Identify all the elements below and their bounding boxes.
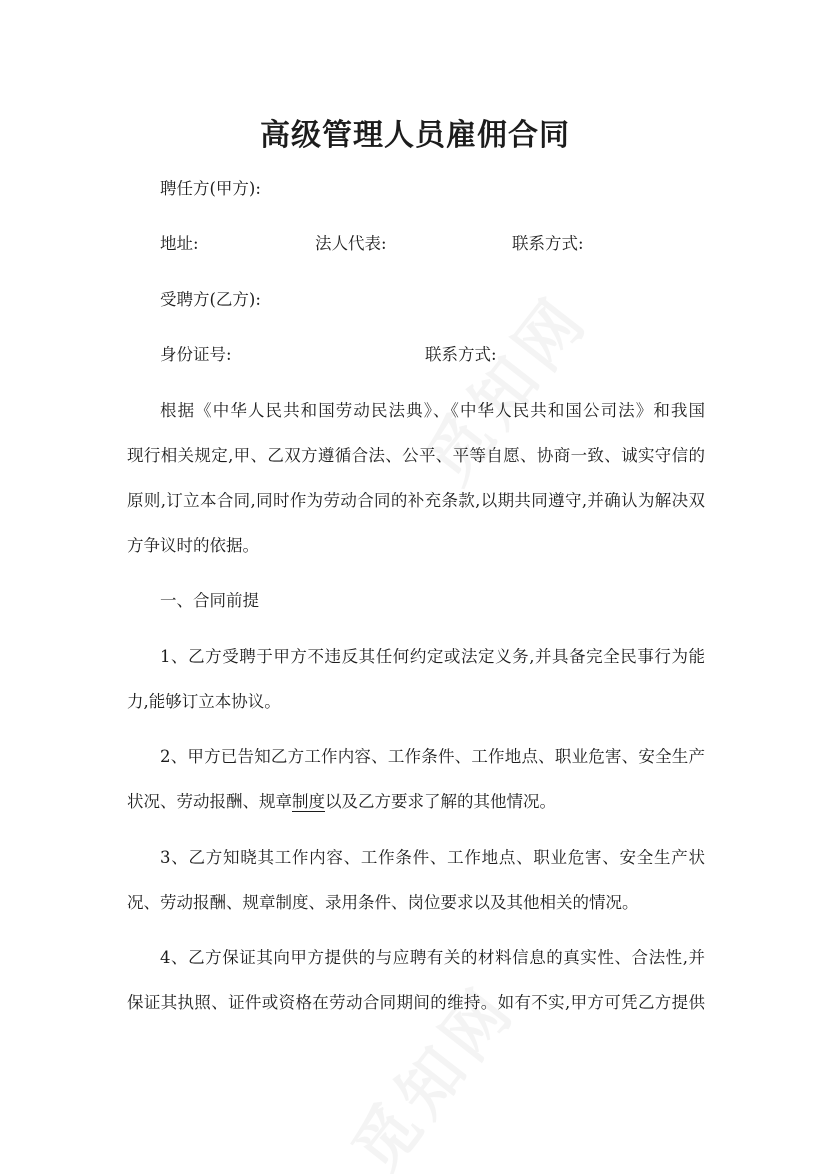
paragraph-line: 力,能够订立本协议。 — [127, 691, 281, 711]
employee-row — [127, 277, 705, 322]
clause-1 — [127, 634, 705, 724]
id-number-label: 身份证号: — [160, 345, 232, 364]
address-label: 地址: — [160, 234, 199, 253]
employer-label: 聘任方(甲方): — [160, 178, 261, 198]
paragraph-line: 2、甲方已告知乙方工作内容、工作条件、工作地点、职业危害、安全生产 — [160, 747, 705, 766]
employee-contact-label: 联系方式: — [425, 345, 497, 364]
section-heading: 一、合同前提 — [160, 591, 259, 610]
document-title: 高级管理人员雇佣合同 — [260, 118, 570, 153]
employer-row — [127, 166, 705, 211]
paragraph-line: 4、乙方保证其向甲方提供的与应聘有关的材料信息的真实性、合法性,并 — [160, 948, 705, 967]
paragraph-line: 原则,订立本合同,同时作为劳动合同的补充条款,以期共同遵守,并确认为解决双 — [127, 490, 705, 510]
clause-4 — [127, 935, 705, 1025]
document-body — [127, 166, 705, 1036]
underlined-text: 制度 — [292, 792, 325, 811]
paragraph-line: 保证其执照、证件或资格在劳动合同期间的维持。如有不实,甲方可凭乙方提供 — [127, 993, 705, 1012]
paragraph-line: 现行相关规定,甲、乙双方遵循合法、公平、平等自愿、协商一致、诚实守信的 — [127, 445, 705, 465]
employee-label: 受聘方(乙方): — [160, 289, 261, 309]
line-text: 以及乙方要求了解的其他情况。 — [325, 792, 556, 811]
employer-contact-label: 联系方式: — [512, 234, 584, 253]
paragraph-line: 3、乙方知晓其工作内容、工作条件、工作地点、职业危害、安全生产状 — [160, 847, 705, 867]
clause-3 — [127, 835, 705, 925]
paragraph-line: 况、劳动报酬、规章制度、录用条件、岗位要求以及其他相关的情况。 — [127, 892, 639, 912]
employee-details-row — [127, 332, 705, 377]
paragraph-line: 根据《中华人民共和国劳动民法典》、《中华人民共和国公司法》和我国 — [160, 400, 705, 420]
paragraph-line: 方争议时的依据。 — [127, 535, 259, 555]
clause-2 — [127, 734, 705, 824]
legal-representative-label: 法人代表: — [315, 234, 387, 253]
line-text: 状况、劳动报酬、规章 — [127, 792, 292, 811]
paragraph-line — [127, 779, 705, 824]
preamble-paragraph — [127, 388, 705, 568]
employer-details-row — [127, 221, 705, 266]
paragraph-line: 1、乙方受聘于甲方不违反其任何约定或法定义务,并具备完全民事行为能 — [160, 646, 705, 666]
